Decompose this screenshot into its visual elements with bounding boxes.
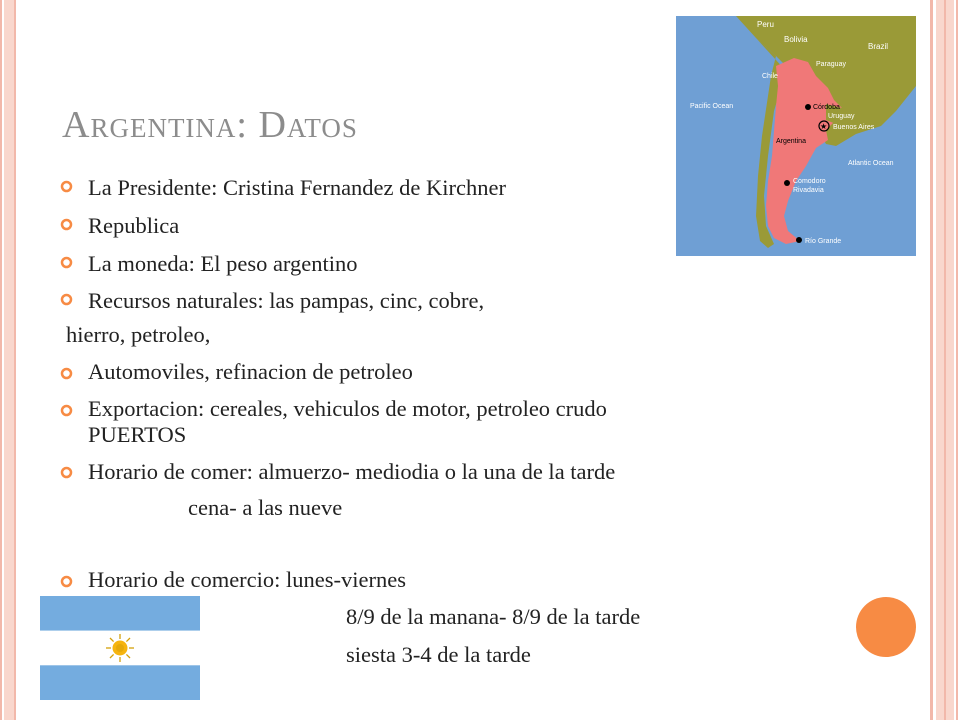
map-label-rivadavia: Rivadavia [793,187,824,194]
bullet-marker-icon [60,256,73,269]
map-label-pacific-ocean: Pacific Ocean [690,103,734,110]
list-item-continuation: siesta 3-4 de la tarde [346,642,531,667]
right-border-line-outer [956,0,958,720]
list-item: Horario de comercio: lunes-viernes [88,567,406,592]
map-label-buenos-aires: Buenos Aires [833,124,875,131]
bullet-marker-icon [60,404,73,417]
bullet-marker-icon [60,218,73,231]
map-label-chile: Chile [762,73,778,80]
bullet-marker-icon [60,180,73,193]
map-label-paraguay: Paraguay [816,61,846,68]
bullet-marker-icon [60,293,73,306]
left-border-line-inner [14,0,16,720]
list-item: La Presidente: Cristina Fernandez de Kirchner [88,175,506,200]
map-label-cordoba: Córdoba [813,104,840,111]
slide-title [62,103,358,147]
map-label-comodoro: Comodoro [793,178,826,185]
map-label-atlantic-ocean: Atlantic Ocean [848,160,894,167]
map-label-brazil: Brazil [868,42,889,51]
map-label-argentina: Argentina [776,138,806,145]
svg-text:★: ★ [820,122,828,131]
list-item-continuation: cena- a las nueve [188,495,343,520]
map-label-bolivia: Bolivia [784,35,808,44]
list-item: La moneda: El peso argentino [88,251,358,276]
right-border-line-inner [944,0,946,720]
bullet-marker-icon [60,466,73,479]
right-border-line [930,0,933,720]
accent-circle [856,597,916,657]
list-item: Horario de comer: almuerzo- mediodia o la una de la tarde [88,459,616,484]
list-item: Recursos naturales: las pampas, cinc, cobre, [88,288,485,313]
list-item-continuation: 8/9 de la manana- 8/9 de la tarde [346,604,641,629]
left-border-band [4,0,14,720]
bullet-marker-icon [60,575,73,588]
bullet-marker-icon [60,367,73,380]
list-item-continuation: PUERTOS [88,422,187,447]
map-label-uruguay: Uruguay [828,113,855,120]
list-item-continuation: hierro, petroleo, [66,322,211,347]
slide-title-text: Argentina: Datos [62,104,358,146]
map-label-peru: Peru [757,20,774,29]
argentina-map [676,16,916,256]
left-border-line [0,0,2,720]
list-item: Republica [88,213,180,238]
list-item: Automoviles, refinacion de petroleo [88,359,413,384]
argentina-flag [40,596,200,700]
map-label-rio-grande: Río Grande [805,238,842,245]
list-item: Exportacion: cereales, vehiculos de motor, petroleo crudo [88,396,607,421]
